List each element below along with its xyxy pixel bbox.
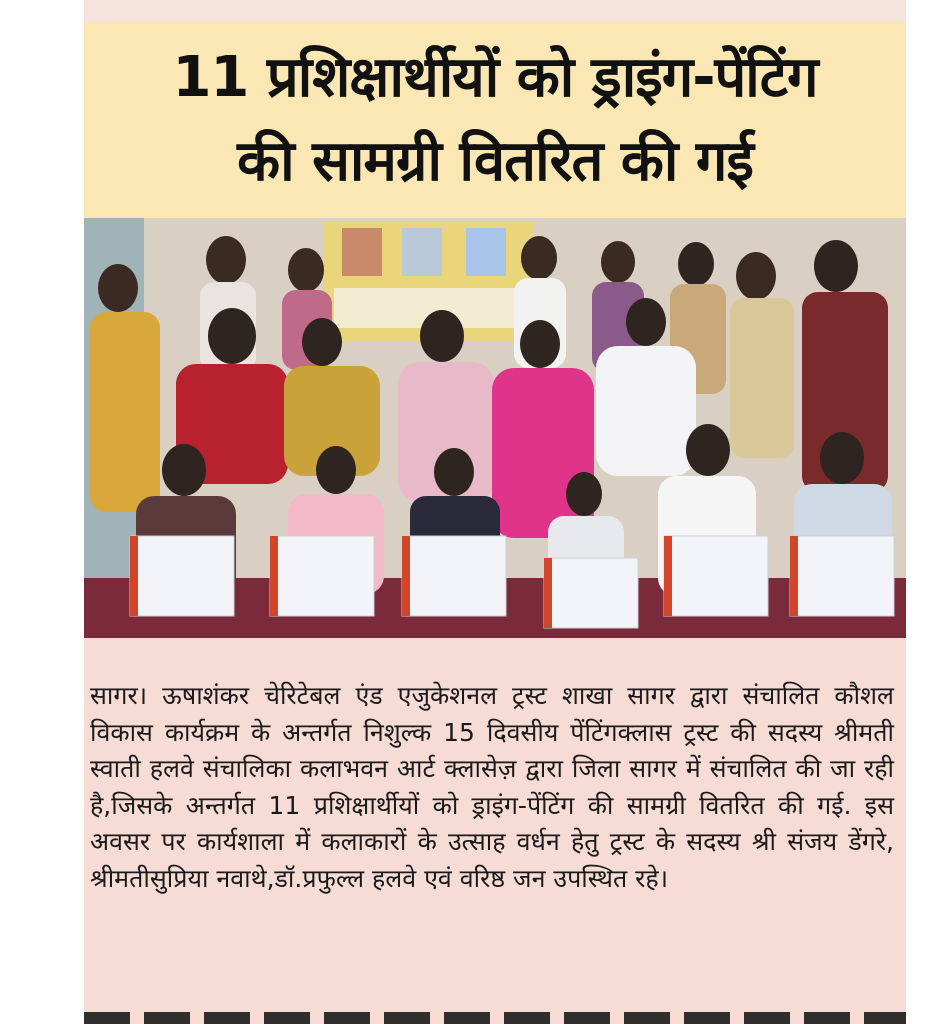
news-article — [84, 0, 906, 1024]
previous-article-strip — [84, 0, 906, 23]
headline-line-1: 11 प्रशिक्षार्थीयों को ड्राइंग-पेंटिंग — [172, 45, 818, 110]
article-body — [84, 678, 906, 897]
next-headline-cut-off — [84, 1006, 906, 1024]
group-photo — [84, 218, 906, 638]
page-margin-right — [906, 0, 950, 1024]
page-margin-left — [0, 0, 84, 1024]
headline-line-2: की सामग्री वितरित की गई — [237, 129, 753, 194]
headline-box — [84, 22, 906, 218]
article-paragraph: सागर। ऊषाशंकर चेरिटेबल एंड एजुकेशनल ट्रस्ट शाखा सागर द्वारा संचालित कौशल विकास कार्यक्रम के अन्तर्गत निशुल्क 15 दिवसीय पेंटिंगक्लास ट्रस्ट की सदस्य श्रीमती स्वाती हलवे संचालिका कलाभवन आर्ट क्लासेज़ द्वारा जिला सागर में संचालित की जा रही है,जिसके अन्तर्गत 11 प्रशिक्षार्थीयों को ड्राइंग-पेंटिंग की सामग्री वितरित की गई. इस अवसर पर कार्यशाला में कलाकारों के उत्साह वर्धन हेतु ट्रस्ट के सदस्य श्री संजय डेंगरे, श्रीमतीसुप्रिया नवाथे,डॉ.प्रफुल्ल हलवे एवं वरिष्ठ जन उपस्थित रहे। — [90, 681, 894, 893]
